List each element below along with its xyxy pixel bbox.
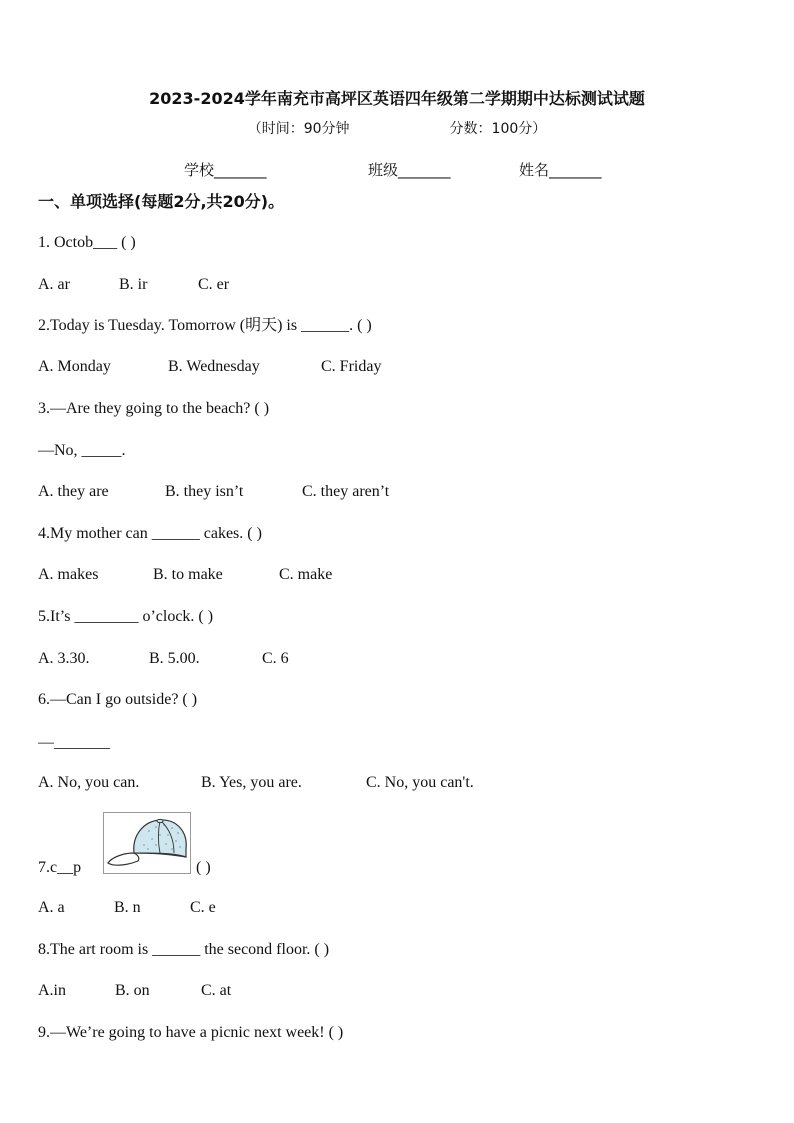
exam-time: （时间：90分钟: [247, 121, 350, 137]
baseball-cap-icon: [104, 813, 190, 873]
question-6-answer-line: —_______: [38, 734, 110, 751]
option-a: A.in: [38, 982, 66, 999]
question-2-stem: 2.Today is Tuesday. Tomorrow (明天) is ______. ( ): [38, 317, 372, 334]
option-a: A. 3.30.: [38, 650, 90, 667]
school-field: 学校_______: [184, 161, 267, 179]
class-field: 班级_______: [368, 161, 451, 179]
question-5-options: [38, 649, 289, 669]
question-7-stem-suffix: ( ): [196, 859, 211, 876]
option-c: C. er: [198, 276, 230, 293]
option-a: A. they are: [38, 483, 109, 500]
option-c: C. at: [201, 982, 232, 999]
option-c: C. No, you can't.: [366, 774, 474, 791]
question-3-options: [38, 482, 389, 502]
option-b: B. Wednesday: [168, 358, 260, 375]
exam-score: 分数：100分）: [449, 121, 547, 137]
question-9-stem: 9.—We’re going to have a picnic next week! ( ): [38, 1024, 344, 1041]
question-1-options: [38, 275, 229, 295]
question-4-stem: 4.My mother can ______ cakes. ( ): [38, 525, 262, 542]
question-3-stem: 3.—Are they going to the beach? ( ): [38, 400, 270, 417]
option-b: B. on: [115, 982, 150, 999]
option-c: C. Friday: [321, 358, 382, 375]
question-5-stem: 5.It’s ________ o’clock. ( ): [38, 608, 214, 625]
option-c: C. 6: [262, 650, 289, 667]
option-b: B. n: [114, 899, 141, 916]
option-b: B. they isn’t: [165, 483, 244, 500]
question-3-answer-line: —No, _____.: [38, 442, 126, 459]
question-2-options: [38, 357, 381, 377]
question-6-stem: 6.—Can I go outside? ( ): [38, 691, 198, 708]
option-b: B. 5.00.: [149, 650, 200, 667]
question-8-stem: 8.The art room is ______ the second floor. ( ): [38, 941, 330, 958]
question-8-options: [38, 981, 231, 1001]
question-4-options: [38, 565, 332, 585]
question-6-options: [38, 773, 474, 793]
name-field: 姓名_______: [519, 161, 602, 179]
option-c: C. make: [279, 566, 333, 583]
option-a: A. ar: [38, 276, 70, 293]
option-b: B. ir: [119, 276, 148, 293]
option-b: B. to make: [153, 566, 223, 583]
option-b: B. Yes, you are.: [201, 774, 302, 791]
option-a: A. No, you can.: [38, 774, 140, 791]
option-c: C. e: [190, 899, 216, 916]
exam-subtitle: [0, 118, 794, 138]
option-c: C. they aren’t: [302, 483, 390, 500]
option-a: A. Monday: [38, 358, 111, 375]
question-7-stem-prefix: 7.c__p: [38, 859, 82, 876]
option-a: A. a: [38, 899, 65, 916]
question-7-options: [38, 898, 216, 918]
baseball-cap-image: [103, 812, 191, 874]
exam-title: 2023-2024学年南充市高坪区英语四年级第二学期期中达标测试试题: [149, 89, 645, 108]
option-a: A. makes: [38, 566, 99, 583]
section-heading: 一、单项选择(每题2分,共20分)。: [38, 192, 285, 211]
question-1-stem: 1. Octob___ ( ): [38, 234, 136, 251]
